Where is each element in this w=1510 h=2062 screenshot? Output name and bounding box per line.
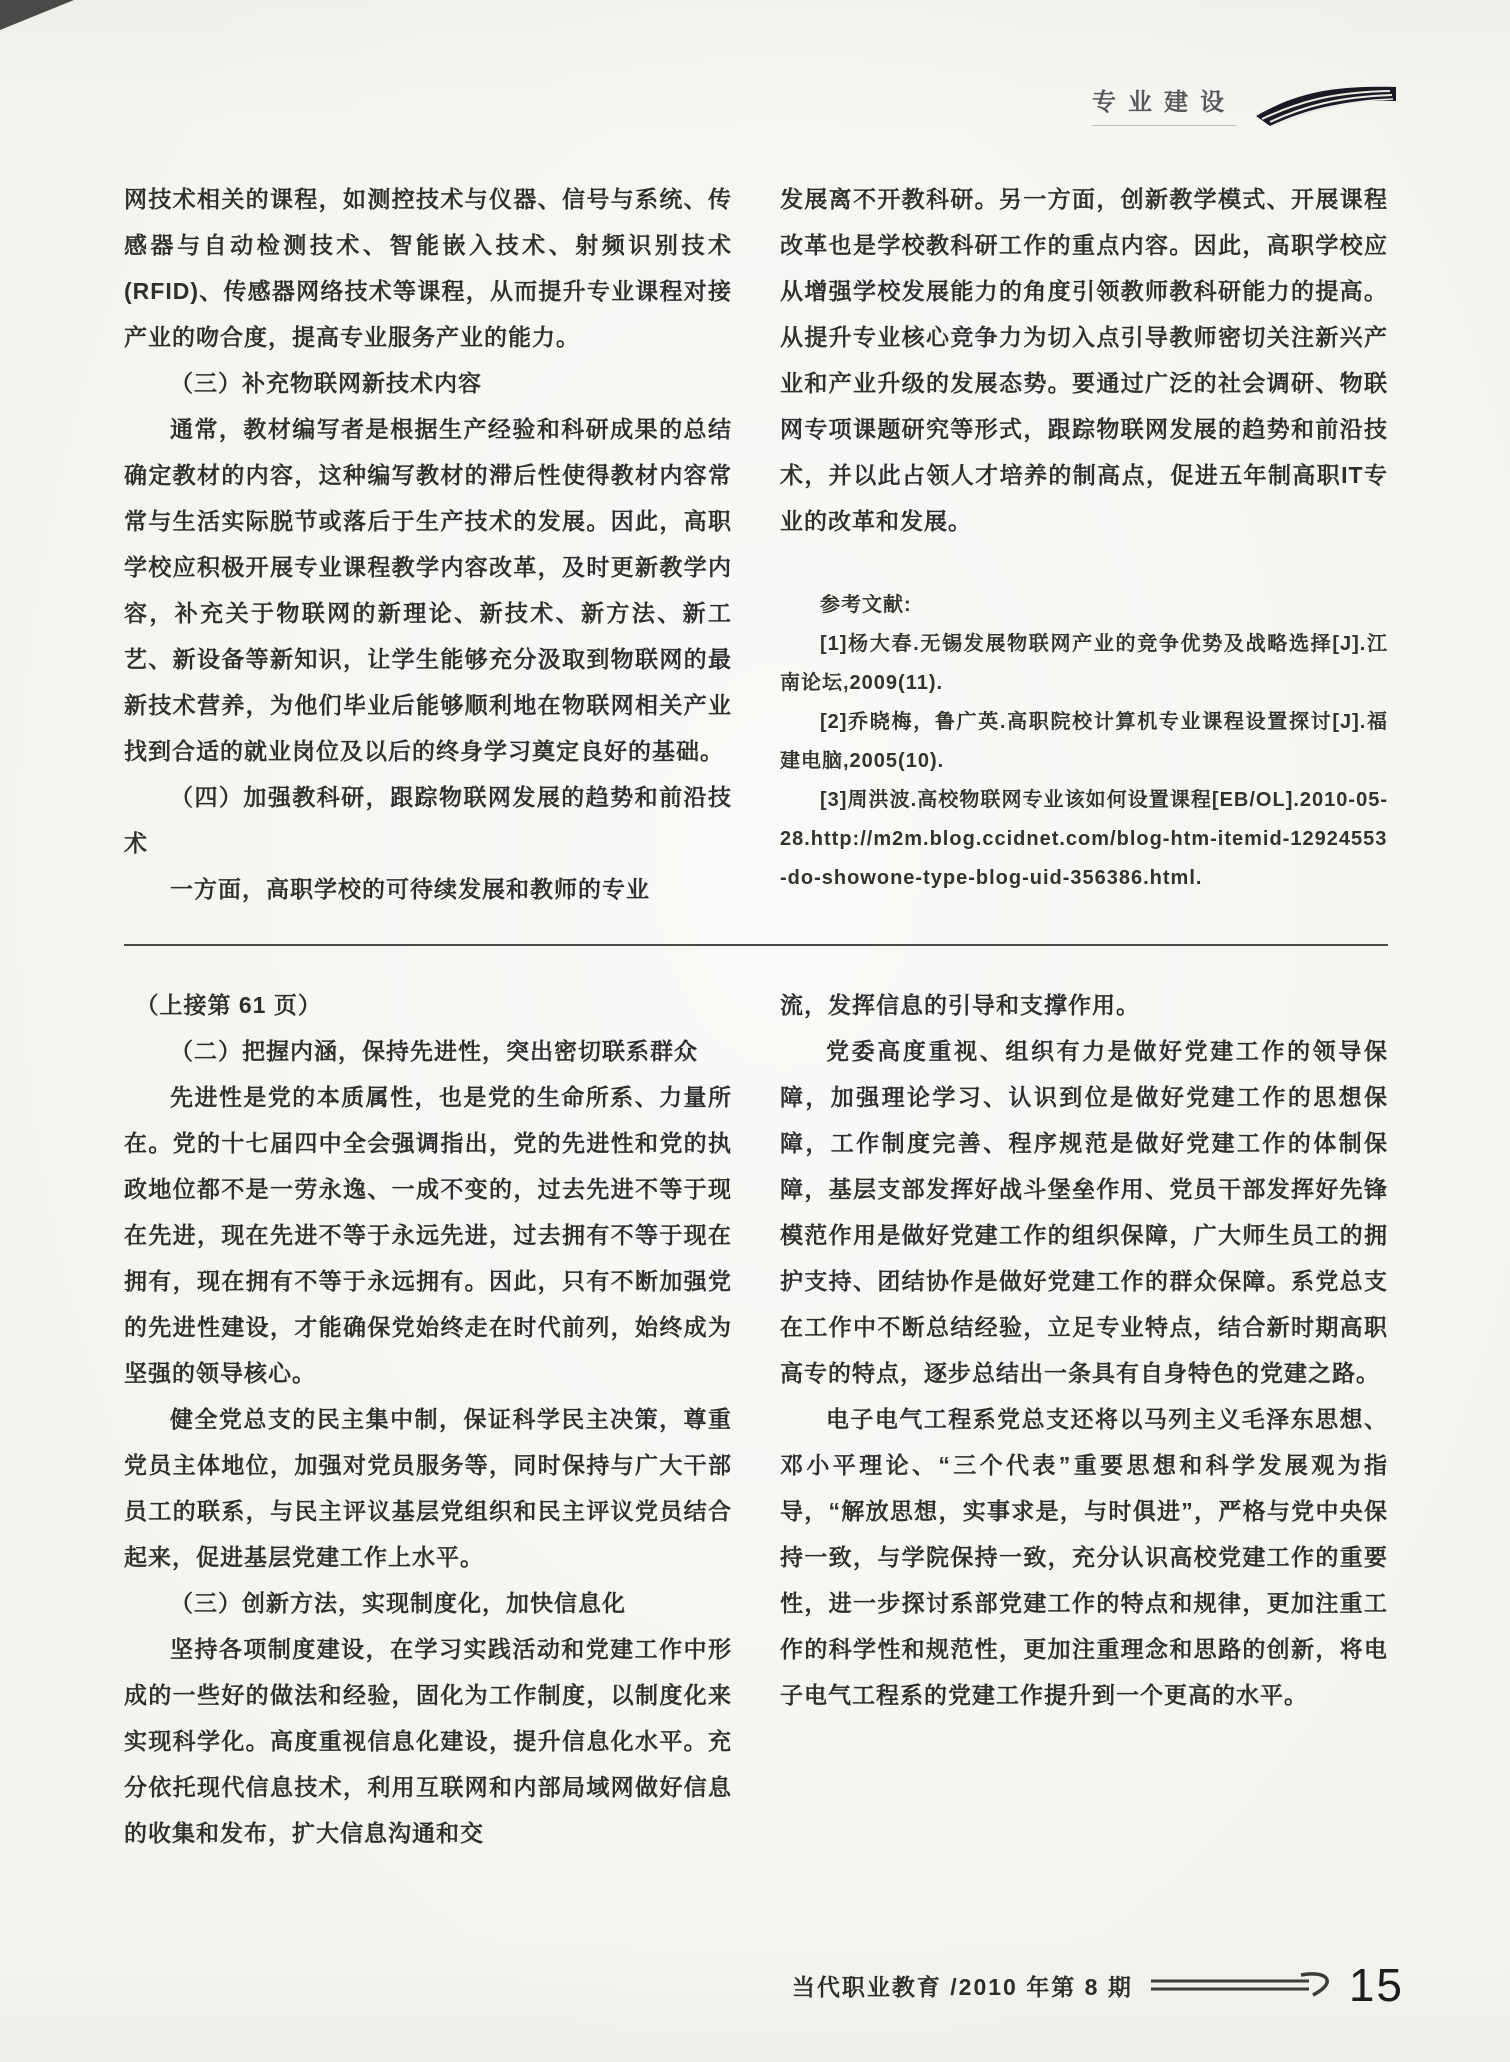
section-label: 专业建设 [1092, 82, 1236, 126]
book-icon [1252, 78, 1400, 130]
article2-right-column [780, 982, 1388, 1856]
article1-right-column [780, 176, 1388, 912]
reference-item: [2]乔晓梅，鲁广英.高职院校计算机专业课程设置探讨[J].福建电脑,2005(10). [780, 711, 1388, 772]
paragraph: 先进性是党的本质属性，也是党的生命所系、力量所在。党的十七届四中全会强调指出，党的先进性和党的执政地位都不是一劳永逸、一成不变的，过去先进不等于现在先进，现在先进不等于永远先进，过去拥有不等于现在拥有，现在拥有不等于永远拥有。因此，只有不断加强党的先进性建设，才能确保党始终走在时代前列，始终成为坚强的领导核心。 [124, 1084, 732, 1386]
reference-item: [3]周洪波.高校物联网专业该如何设置课程[EB/OL].2010-05-28.http://m2m.blog.ccidnet.com/blog-htm-itemid-12924553-do-showone-type-blog-uid-356386.html. [780, 789, 1388, 889]
paragraph: 党委高度重视、组织有力是做好党建工作的领导保障，加强理论学习、认识到位是做好党建工作的思想保障，工作制度完善、程序规范是做好党建工作的体制保障，基层支部发挥好战斗堡垒作用、党员干部发挥好先锋模范作用是做好党建工作的组织保障，广大师生员工的拥护支持、团结协作是做好党建工作的群众保障。系党总支在工作中不断总结经验，立足专业特点，结合新时期高职高专的特点，逐步总结出一条具有自身特色的党建之路。 [780, 1038, 1388, 1386]
section-divider [124, 944, 1388, 946]
paragraph: 通常，教材编写者是根据生产经验和科研成果的总结确定教材的内容，这种编写教材的滞后性使得教材内容常常与生活实际脱节或落后于生产技术的发展。因此，高职学校应积极开展专业课程教学内容改革，及时更新教学内容，补充关于物联网的新理论、新技术、新方法、新工艺、新设备等新知识，让学生能够充分汲取到物联网的最新技术营养，为他们毕业后能够顺利地在物联网相关产业找到合适的就业岗位及以后的终身学习奠定良好的基础。 [124, 416, 732, 764]
scan-corner-artifact [0, 0, 74, 30]
page-number: 15 [1348, 1959, 1404, 2011]
journal-info: 当代职业教育 /2010 年第 8 期 [791, 1973, 1133, 2000]
paragraph: 流，发挥信息的引导和支撑作用。 [780, 992, 1140, 1018]
page-footer [792, 1958, 1404, 2012]
footer-rule-decoration [1149, 1970, 1339, 2000]
subsection-heading: （三）创新方法，实现制度化，加快信息化 [170, 1590, 626, 1616]
article1-left-column [124, 176, 732, 912]
paragraph: 一方面，高职学校的可待续发展和教师的专业 [170, 876, 650, 902]
continuation-note: （上接第 61 页） [135, 992, 322, 1018]
subsection-heading: （四）加强教科研，跟踪物联网发展的趋势和前沿技术 [124, 784, 732, 856]
paragraph: 发展离不开教科研。另一方面，创新教学模式、开展课程改革也是学校教科研工作的重点内容。因此，高职学校应从增强学校发展能力的角度引领教师教科研能力的提高。从提升专业核心竞争力为切入点引导教师密切关注新兴产业和产业升级的发展态势。要通过广泛的社会调研、物联网专项课题研究等形式，跟踪物联网发展的趋势和前沿技术，并以此占领人才培养的制高点，促进五年制高职IT专业的改革和发展。 [780, 186, 1388, 534]
page-header [1092, 78, 1400, 130]
article-bottom-section [124, 982, 1388, 1856]
references-title: 参考文献: [820, 594, 912, 616]
subsection-heading: （二）把握内涵，保持先进性，突出密切联系群众 [170, 1038, 698, 1064]
subsection-heading: （三）补充物联网新技术内容 [170, 370, 482, 396]
article2-left-column [124, 982, 732, 1856]
reference-item: [1]杨大春.无锡发展物联网产业的竞争优势及战略选择[J].江南论坛,2009(11). [780, 633, 1388, 694]
paragraph: 网技术相关的课程，如测控技术与仪器、信号与系统、传感器与自动检测技术、智能嵌入技术、射频识别技术(RFID)、传感器网络技术等课程，从而提升专业课程对接产业的吻合度，提高专业服务产业的能力。 [124, 186, 732, 350]
paragraph: 电子电气工程系党总支还将以马列主义毛泽东思想、邓小平理论、“三个代表”重要思想和科学发展观为指导，“解放思想，实事求是，与时俱进”，严格与党中央保持一致，与学院保持一致，充分认识高校党建工作的重要性，进一步探讨系部党建工作的特点和规律，更加注重工作的科学性和规范性，更加注重理念和思路的创新，将电子电气工程系的党建工作提升到一个更高的水平。 [780, 1406, 1388, 1708]
paragraph: 健全党总支的民主集中制，保证科学民主决策，尊重党员主体地位，加强对党员服务等，同时保持与广大干部员工的联系，与民主评议基层党组织和民主评议党员结合起来，促进基层党建工作上水平。 [124, 1406, 732, 1570]
references-block [780, 586, 1388, 898]
article-top-section [124, 176, 1388, 912]
paragraph: 坚持各项制度建设，在学习实践活动和党建工作中形成的一些好的做法和经验，固化为工作制度，以制度化来实现科学化。高度重视信息化建设，提升信息化水平。充分依托现代信息技术，利用互联网和内部局域网做好信息的收集和发布，扩大信息沟通和交 [124, 1636, 732, 1846]
